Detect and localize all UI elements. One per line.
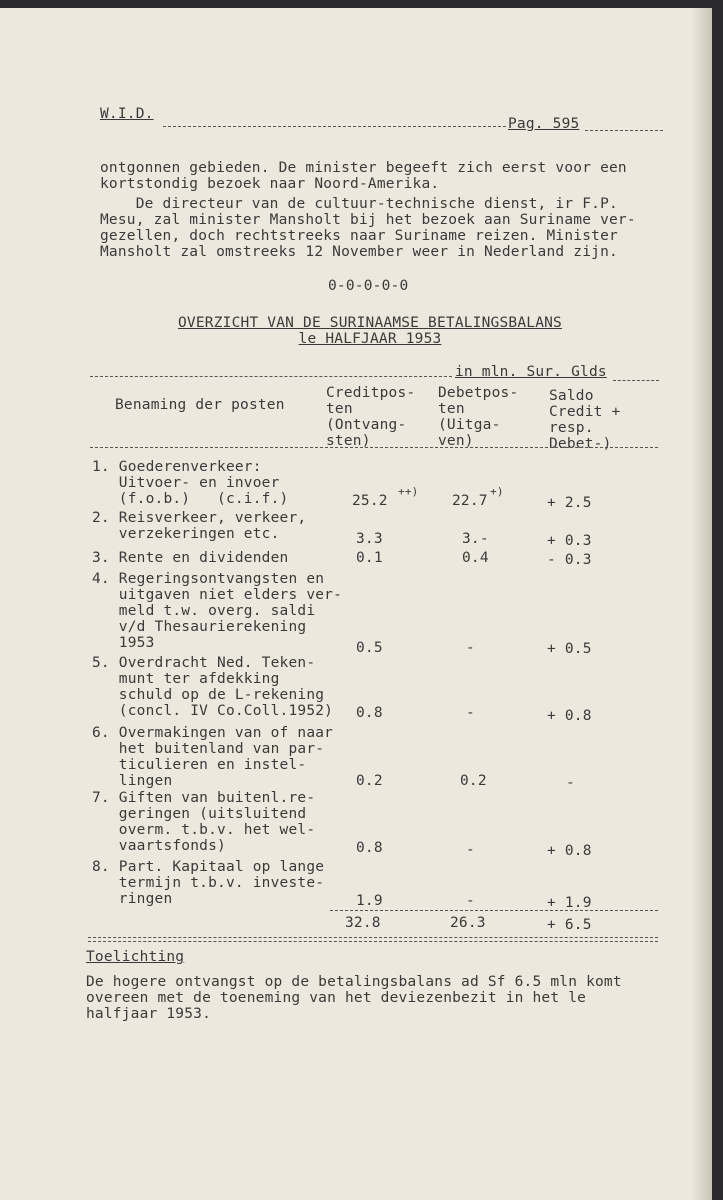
debet-value: - [466,640,475,656]
row-label: (f.o.b.) (c.i.f.) [92,491,289,507]
row-label: 4. Regeringsontvangsten en [92,571,325,587]
row-label: vaartsfonds) [92,838,226,854]
saldo-value: + 2.5 [547,495,592,511]
unit-label: in mln. Sur. Glds [455,364,607,380]
debet-value: 22.7 [452,493,488,509]
rule [613,380,659,381]
row-label: 3. Rente en dividenden [92,550,289,566]
row-label: geringen (uitsluitend [92,806,307,822]
column-header-saldo: Credit + [549,404,621,420]
intro-line: ontgonnen gebieden. De minister begeeft zich eerst voor een [100,160,627,176]
row-label: overm. t.b.v. het wel- [92,822,316,838]
header-rule-bottom [90,447,658,448]
toelichting-line: halfjaar 1953. [86,1006,212,1022]
debet-value: - [466,842,475,858]
row-label: 8. Part. Kapitaal op lange [92,859,325,875]
saldo-value: + 0.8 [547,843,592,859]
column-header-credit: sten) [326,433,371,449]
section-separator: 0-0-0-0-0 [328,278,409,294]
credit-value: 25.2 [352,493,388,509]
column-header-saldo: Saldo [549,388,594,404]
credit-value: 0.5 [356,640,383,656]
saldo-value: + 0.3 [547,533,592,549]
saldo-value: + 1.9 [547,895,592,911]
credit-value: 3.3 [356,531,383,547]
document-page [0,8,712,1200]
column-header-debet: ven) [438,433,474,449]
row-label: verzekeringen etc. [92,526,280,542]
footnote-mark: +) [490,485,504,498]
column-header-saldo: resp. [549,420,594,436]
debet-value: 3.- [462,531,489,547]
intro-line: De directeur van de cultuur-technische dienst, ir F.P. [100,196,618,212]
saldo-value: - 0.3 [547,552,592,568]
debet-value: - [466,893,475,909]
intro-line: Mesu, zal minister Mansholt bij het bezoek aan Suriname ver- [100,212,636,228]
saldo-value: + 0.8 [547,708,592,724]
column-header-credit: ten [326,401,353,417]
row-label: munt ter afdekking [92,671,280,687]
double-rule [88,937,658,942]
row-label: 1. Goederenverkeer: [92,459,262,475]
row-label: 1953 [92,635,155,651]
header-left: W.I.D. [100,106,154,122]
saldo-value: - [566,775,575,791]
row-label: ticulieren en instel- [92,757,307,773]
debet-value: 0.2 [460,773,487,789]
row-label: 7. Giften van buitenl.re- [92,790,316,806]
row-label: ringen [92,891,173,907]
header-page-number: Pag. 595 [508,116,580,132]
column-header-credit: (Ontvang- [326,417,407,433]
table-title: OVERZICHT VAN DE SURINAAMSE BETALINGSBALANS [178,315,562,331]
debet-value: 0.4 [462,550,489,566]
row-label: het buitenland van par- [92,741,325,757]
intro-line: Mansholt zal omstreeks 12 November weer in Nederland zijn. [100,244,618,260]
toelichting-line: De hogere ontvangst op de betalingsbalans ad Sf 6.5 mln komt [86,974,622,990]
subtotal-rule [330,910,658,911]
footnote-mark: ++) [398,485,419,498]
row-label: lingen [92,773,173,789]
total-debet: 26.3 [450,915,486,931]
toelichting-line: overeen met de toeneming van het deviezenbezit in het le [86,990,587,1006]
intro-line: kortstondig bezoek naar Noord-Amerika. [100,176,440,192]
credit-value: 0.1 [356,550,383,566]
header-rule [163,126,506,127]
row-label: 5. Overdracht Ned. Teken- [92,655,316,671]
row-label: (concl. IV Co.Coll.1952) [92,703,334,719]
row-label: v/d Thesaurierekening [92,619,307,635]
credit-value: 1.9 [356,893,383,909]
row-label: 2. Reisverkeer, verkeer, [92,510,307,526]
header-rule-right [585,130,663,131]
credit-value: 0.8 [356,705,383,721]
page-edge [693,8,712,1200]
column-header-name: Benaming der posten [115,397,285,413]
column-header-debet: ten [438,401,465,417]
row-label: termijn t.b.v. investe- [92,875,325,891]
credit-value: 0.2 [356,773,383,789]
row-label: 6. Overmakingen van of naar [92,725,334,741]
saldo-value: + 0.5 [547,641,592,657]
column-header-credit: Creditpos- [326,385,416,401]
total-saldo: + 6.5 [547,917,592,933]
row-label: uitgaven niet elders ver- [92,587,343,603]
debet-value: - [466,705,475,721]
credit-value: 0.8 [356,840,383,856]
row-label: Uitvoer- en invoer [92,475,280,491]
total-credit: 32.8 [345,915,381,931]
toelichting-heading: Toelichting [86,949,185,965]
column-header-saldo: Debet-) [549,436,612,452]
column-header-debet: Debetpos- [438,385,519,401]
table-subtitle: le HALFJAAR 1953 [298,331,442,347]
row-label: schuld op de L-rekening [92,687,325,703]
column-header-debet: (Uitga- [438,417,501,433]
rule [90,376,452,377]
intro-line: gezellen, doch rechtstreeks naar Suriname reizen. Minister [100,228,618,244]
row-label: meld t.w. overg. saldi [92,603,316,619]
